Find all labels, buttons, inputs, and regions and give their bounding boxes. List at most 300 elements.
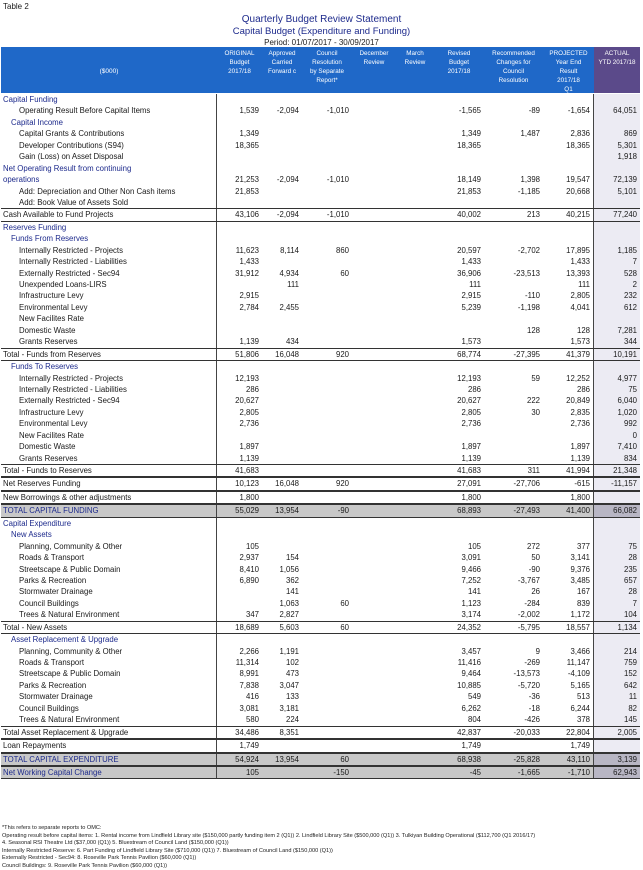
row-label: Trees & Natural Environment [1, 714, 217, 725]
table-cell [352, 691, 396, 702]
table-row [1, 552, 640, 563]
table-cell [352, 478, 396, 489]
table-cell [302, 140, 352, 151]
table-cell [302, 430, 352, 441]
row-label: Total - Funds to Reserves [1, 465, 217, 476]
table-cell [302, 703, 352, 714]
table-row [1, 529, 640, 540]
table-cell: -23,513 [484, 268, 543, 279]
table-cell [396, 598, 434, 609]
table-cell: 347 [217, 609, 262, 620]
table-cell [262, 325, 302, 336]
table-cell [302, 373, 352, 384]
table-cell [352, 222, 396, 233]
table-cell [352, 313, 396, 324]
table-cell [396, 691, 434, 702]
table-cell: 213 [484, 209, 543, 220]
table-cell [396, 541, 434, 552]
table-cell: -3,767 [484, 575, 543, 586]
table-cell: 1,056 [262, 564, 302, 575]
table-cell [352, 453, 396, 464]
table-row [1, 290, 640, 301]
table-cell [262, 163, 302, 174]
table-cell [594, 313, 640, 324]
table-row [1, 766, 640, 779]
table-cell: 18,365 [217, 140, 262, 151]
table-cell [302, 197, 352, 208]
table-cell [262, 373, 302, 384]
table-cell [396, 336, 434, 347]
row-label: TOTAL CAPITAL FUNDING [1, 505, 217, 516]
table-cell: 3,091 [434, 552, 484, 563]
table-cell: 41,379 [543, 349, 594, 360]
column-header: ($000) [1, 47, 217, 93]
row-label: Add: Depreciation and Other Non Cash items [1, 186, 217, 197]
table-cell: 167 [543, 586, 594, 597]
table-cell: 43,106 [217, 209, 262, 220]
table-cell: 7,410 [594, 441, 640, 452]
table-cell: -1,198 [484, 302, 543, 313]
table-cell: 1,433 [434, 256, 484, 267]
table-cell [396, 349, 434, 360]
table-cell: 2,915 [217, 290, 262, 301]
table-cell: 13,954 [262, 754, 302, 765]
table-cell: 642 [594, 680, 640, 691]
table-cell: 141 [434, 586, 484, 597]
table-cell: 141 [262, 586, 302, 597]
table-cell [396, 256, 434, 267]
table-cell [352, 418, 396, 429]
table-cell: 2,736 [434, 418, 484, 429]
table-cell: 2,915 [434, 290, 484, 301]
table-cell [352, 529, 396, 540]
footnote-line: Council Buildings: 9. Roseville Park Tennis Pavilion ($60,000 (Q1)) [2, 863, 641, 870]
table-cell: 286 [217, 384, 262, 395]
table-cell [302, 465, 352, 476]
table-cell: 1,185 [594, 245, 640, 256]
budget-table [1, 94, 640, 779]
table-cell: 68,774 [434, 349, 484, 360]
table-cell [302, 634, 352, 645]
table-cell [543, 518, 594, 529]
row-label: New Facilites Rate [1, 313, 217, 324]
row-label: Domestic Waste [1, 441, 217, 452]
table-cell [396, 564, 434, 575]
table-cell: 41,683 [217, 465, 262, 476]
table-cell [396, 586, 434, 597]
table-cell: 5,301 [594, 140, 640, 151]
table-cell: 311 [484, 465, 543, 476]
table-cell [594, 94, 640, 105]
table-row [1, 163, 640, 174]
table-cell: -5,720 [484, 680, 543, 691]
table-cell: 3,466 [543, 646, 594, 657]
table-row [1, 348, 640, 361]
table-cell [217, 518, 262, 529]
table-cell: 1,800 [543, 492, 594, 503]
table-cell: -20,033 [484, 727, 543, 738]
table-cell: 72,139 [594, 174, 640, 185]
table-cell: -1,010 [302, 105, 352, 116]
row-label: Roads & Transport [1, 657, 217, 668]
table-cell [262, 453, 302, 464]
table-cell [352, 186, 396, 197]
row-label: Infrastructure Levy [1, 290, 217, 301]
table-cell [484, 197, 543, 208]
table-cell [262, 529, 302, 540]
table-cell: -2,094 [262, 174, 302, 185]
table-cell [302, 256, 352, 267]
table-cell: 3,139 [594, 754, 640, 765]
table-cell [217, 233, 262, 244]
table-cell [352, 492, 396, 503]
table-cell [352, 209, 396, 220]
table-cell [302, 518, 352, 529]
table-cell [262, 222, 302, 233]
table-cell: 286 [434, 384, 484, 395]
table-cell [352, 430, 396, 441]
table-cell [302, 541, 352, 552]
table-cell [396, 268, 434, 279]
footnote-line: 4. Seasonal RSI Theatre Ltd ($37,000 (Q1)) 5. Bluestream of Council Land ($150,000 (Q1)) [2, 840, 641, 848]
table-cell [217, 598, 262, 609]
table-cell [302, 646, 352, 657]
table-cell: 13,954 [262, 505, 302, 516]
table-cell [396, 128, 434, 139]
table-cell: 1,433 [217, 256, 262, 267]
table-cell [484, 279, 543, 290]
table-cell [302, 151, 352, 162]
table-cell: 11,416 [434, 657, 484, 668]
table-cell [217, 117, 262, 128]
table-cell: 10,123 [217, 478, 262, 489]
table-cell [217, 163, 262, 174]
table-cell: 1,063 [262, 598, 302, 609]
table-cell: 9 [484, 646, 543, 657]
table-cell: 513 [543, 691, 594, 702]
table-cell: -89 [484, 105, 543, 116]
table-row [1, 634, 640, 645]
table-cell: 12,252 [543, 373, 594, 384]
table-cell [352, 714, 396, 725]
table-cell: -90 [302, 505, 352, 516]
table-cell [396, 361, 434, 372]
table-cell: 1,134 [594, 622, 640, 633]
row-label: Streetscape & Public Domain [1, 564, 217, 575]
table-cell: 6,262 [434, 703, 484, 714]
table-cell [434, 233, 484, 244]
table-cell: 1,573 [434, 336, 484, 347]
table-row [1, 668, 640, 679]
row-label: Internally Restricted - Liabilities [1, 256, 217, 267]
table-cell: 1,398 [484, 174, 543, 185]
table-cell: -1,010 [302, 174, 352, 185]
table-cell: 12,193 [434, 373, 484, 384]
table-cell: 3,047 [262, 680, 302, 691]
table-cell [302, 336, 352, 347]
row-label: Grants Reserves [1, 336, 217, 347]
table-cell: 3,174 [434, 609, 484, 620]
table-cell: 60 [302, 268, 352, 279]
row-label: Reserves Funding [1, 222, 217, 233]
row-label: Capital Income [1, 117, 217, 128]
table-cell [217, 197, 262, 208]
table-cell [352, 349, 396, 360]
table-cell: 154 [262, 552, 302, 563]
table-cell [396, 478, 434, 489]
table-cell: 17,895 [543, 245, 594, 256]
table-cell [484, 163, 543, 174]
table-row [1, 418, 640, 429]
table-cell: 21,853 [434, 186, 484, 197]
table-cell: 8,991 [217, 668, 262, 679]
table-row [1, 256, 640, 267]
table-cell: 235 [594, 564, 640, 575]
table-cell [217, 151, 262, 162]
table-row [1, 302, 640, 313]
footnotes [2, 825, 641, 870]
table-cell [352, 361, 396, 372]
table-cell [302, 680, 352, 691]
table-cell [396, 395, 434, 406]
table-cell [594, 197, 640, 208]
table-cell [484, 634, 543, 645]
table-cell [352, 505, 396, 516]
table-cell: 128 [543, 325, 594, 336]
table-cell [396, 552, 434, 563]
table-cell [217, 529, 262, 540]
table-cell [352, 105, 396, 116]
table-cell [302, 222, 352, 233]
table-cell [262, 256, 302, 267]
table-cell: 105 [217, 767, 262, 778]
table-cell [594, 222, 640, 233]
row-label: Add: Book Value of Assets Sold [1, 197, 217, 208]
table-cell: 612 [594, 302, 640, 313]
table-cell [396, 465, 434, 476]
row-label: Total - New Assets [1, 622, 217, 633]
table-cell: 3,457 [434, 646, 484, 657]
table-cell: 64,051 [594, 105, 640, 116]
column-header: Council Resolution by Separate Report* [302, 47, 352, 93]
column-header: ORIGINAL Budget 2017/18 [217, 47, 262, 93]
table-cell [302, 492, 352, 503]
table-cell [352, 395, 396, 406]
table-cell [302, 586, 352, 597]
row-label: Net Working Capital Change [1, 767, 217, 778]
table-cell: 8,114 [262, 245, 302, 256]
table-cell: 232 [594, 290, 640, 301]
row-label: Grants Reserves [1, 453, 217, 464]
column-header: March Review [396, 47, 434, 93]
row-label: Roads & Transport [1, 552, 217, 563]
table-cell [396, 492, 434, 503]
table-cell [262, 313, 302, 324]
table-header [1, 47, 640, 93]
table-cell [302, 94, 352, 105]
table-cell: -284 [484, 598, 543, 609]
table-cell: 860 [302, 245, 352, 256]
table-cell: -150 [302, 767, 352, 778]
table-cell [352, 586, 396, 597]
table-cell [262, 128, 302, 139]
row-label: Unexpended Loans-LIRS [1, 279, 217, 290]
table-cell [302, 384, 352, 395]
row-label: Streetscape & Public Domain [1, 668, 217, 679]
table-cell: 133 [262, 691, 302, 702]
table-cell: 105 [217, 541, 262, 552]
table-cell: 804 [434, 714, 484, 725]
table-cell: 18,557 [543, 622, 594, 633]
table-cell: 20,668 [543, 186, 594, 197]
table-cell [352, 256, 396, 267]
table-cell [484, 441, 543, 452]
table-cell: 104 [594, 609, 640, 620]
table-cell [484, 117, 543, 128]
table-cell: 2,805 [543, 290, 594, 301]
table-cell: 1,139 [217, 453, 262, 464]
table-cell: 839 [543, 598, 594, 609]
table-cell: 5,603 [262, 622, 302, 633]
table-cell: 75 [594, 384, 640, 395]
table-cell [543, 222, 594, 233]
table-cell [396, 290, 434, 301]
table-cell [352, 174, 396, 185]
table-row [1, 504, 640, 517]
table-row [1, 208, 640, 221]
table-cell: 2,455 [262, 302, 302, 313]
table-cell: 9,464 [434, 668, 484, 679]
table-row [1, 586, 640, 597]
table-cell: 5,101 [594, 186, 640, 197]
table-cell [352, 290, 396, 301]
table-cell: 145 [594, 714, 640, 725]
table-cell: -2,702 [484, 245, 543, 256]
table-cell [396, 384, 434, 395]
row-label: Developer Contributions (S94) [1, 140, 217, 151]
table-row [1, 739, 640, 752]
table-cell: 834 [594, 453, 640, 464]
table-cell: 111 [543, 279, 594, 290]
row-label: operations [1, 174, 217, 185]
table-cell [396, 518, 434, 529]
table-cell: -269 [484, 657, 543, 668]
table-cell: 920 [302, 478, 352, 489]
table-cell [396, 453, 434, 464]
table-cell: 7 [594, 598, 640, 609]
column-header: December Review [352, 47, 396, 93]
table-cell: 2,827 [262, 609, 302, 620]
row-label: Internally Restricted - Liabilities [1, 384, 217, 395]
table-cell: 1,349 [434, 128, 484, 139]
table-cell [396, 197, 434, 208]
table-cell: 1,573 [543, 336, 594, 347]
table-cell: -1,010 [302, 209, 352, 220]
table-cell: -426 [484, 714, 543, 725]
table-cell: 2,005 [594, 727, 640, 738]
table-cell: 62,943 [594, 767, 640, 778]
table-cell [262, 418, 302, 429]
table-cell [484, 256, 543, 267]
table-cell: 362 [262, 575, 302, 586]
table-cell: 2,805 [217, 407, 262, 418]
table-cell [352, 94, 396, 105]
row-label: Net Reserves Funding [1, 478, 217, 489]
table-cell [594, 492, 640, 503]
table-cell: 434 [262, 336, 302, 347]
table-cell [217, 361, 262, 372]
table-cell: 1,749 [217, 740, 262, 751]
table-cell [396, 657, 434, 668]
table-cell [396, 245, 434, 256]
table-cell [396, 222, 434, 233]
table-cell [262, 740, 302, 751]
table-cell: 1,749 [543, 740, 594, 751]
table-cell [594, 529, 640, 540]
table-cell: 992 [594, 418, 640, 429]
period-text: Period: 01/07/2017 - 30/09/2017 [0, 38, 643, 47]
table-cell: -27,395 [484, 349, 543, 360]
row-label: Funds To Reserves [1, 361, 217, 372]
row-label: Infrastructure Levy [1, 407, 217, 418]
table-cell [352, 634, 396, 645]
table-cell: 222 [484, 395, 543, 406]
table-cell: 10,885 [434, 680, 484, 691]
table-row [1, 575, 640, 586]
table-row [1, 94, 640, 105]
table-cell [302, 407, 352, 418]
row-label: Environmental Levy [1, 302, 217, 313]
table-cell: 378 [543, 714, 594, 725]
table-cell: 1,172 [543, 609, 594, 620]
table-cell [396, 94, 434, 105]
table-cell: 2,266 [217, 646, 262, 657]
table-row [1, 222, 640, 233]
table-cell [396, 233, 434, 244]
table-cell [302, 233, 352, 244]
row-label: Planning, Community & Other [1, 541, 217, 552]
table-cell [396, 174, 434, 185]
table-cell [302, 395, 352, 406]
table-cell [594, 361, 640, 372]
table-cell: 4,934 [262, 268, 302, 279]
table-row [1, 541, 640, 552]
table-cell: 21,853 [217, 186, 262, 197]
table-row [1, 174, 640, 185]
table-cell [302, 657, 352, 668]
table-cell [302, 609, 352, 620]
row-label: Parks & Recreation [1, 680, 217, 691]
table-row [1, 703, 640, 714]
table-cell [302, 117, 352, 128]
table-cell: 31,912 [217, 268, 262, 279]
table-row [1, 105, 640, 116]
table-cell [217, 634, 262, 645]
table-cell: 4,977 [594, 373, 640, 384]
table-cell: 105 [434, 541, 484, 552]
table-cell [594, 634, 640, 645]
table-cell [484, 430, 543, 441]
table-row [1, 268, 640, 279]
table-cell [352, 754, 396, 765]
table-cell [484, 140, 543, 151]
table-cell: 2,736 [543, 418, 594, 429]
table-cell [352, 680, 396, 691]
row-label: Total - Funds from Reserves [1, 349, 217, 360]
table-cell: 3,141 [543, 552, 594, 563]
table-cell: 6,244 [543, 703, 594, 714]
table-cell [543, 313, 594, 324]
